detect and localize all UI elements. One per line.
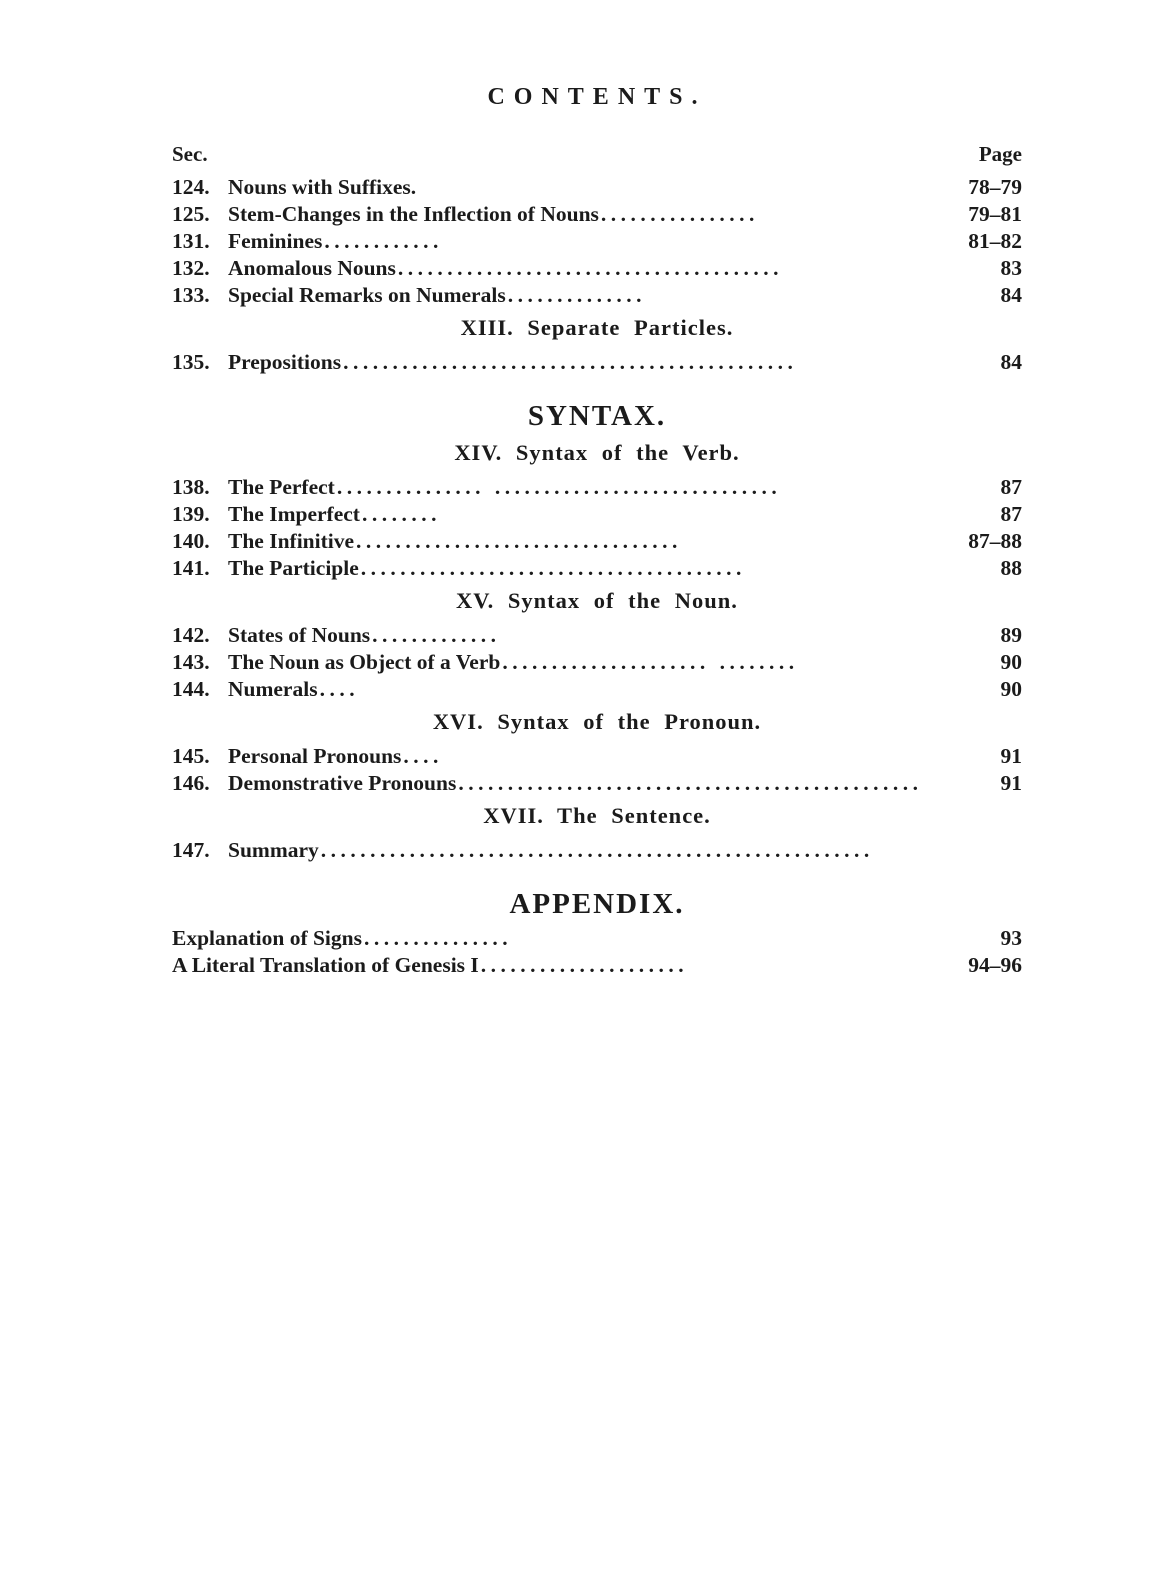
entry-section-number: 142. <box>172 623 210 647</box>
entry-page-number: 84 <box>1000 350 1022 374</box>
entry-title: Personal Pronouns <box>228 744 402 768</box>
entry-page-number: 87–88 <box>968 529 1022 553</box>
toc-list <box>172 174 1022 979</box>
entry-title: Summary <box>228 838 319 862</box>
entry-title: A Literal Translation of Genesis I <box>172 953 479 977</box>
entry-section-number: 147. <box>172 838 210 862</box>
entry-section-number: 146. <box>172 771 210 795</box>
entry-title: Numerals <box>228 677 318 701</box>
entry-section-number: 139. <box>172 502 210 526</box>
dot-leader: ................................. <box>356 529 682 553</box>
toc-entry <box>172 282 1022 309</box>
toc-entry <box>172 474 1022 501</box>
dot-leader: .............................................. <box>343 350 798 374</box>
toc-entry <box>172 555 1022 582</box>
dot-leader: ............................................... <box>458 771 923 795</box>
entry-page-number: 87 <box>1000 502 1022 526</box>
toc-entry <box>172 501 1022 528</box>
entry-title: The Perfect <box>228 475 335 499</box>
entry-section-number: 132. <box>172 256 210 280</box>
entry-title: Stem-Changes in the Inflection of Nouns <box>228 202 599 226</box>
chapter-heading: XIV. Syntax of the Verb. <box>454 440 740 465</box>
entry-page-number: 81–82 <box>968 229 1022 253</box>
toc-entry <box>172 676 1022 703</box>
entry-title: Demonstrative Pronouns <box>228 771 457 795</box>
toc-entry <box>172 174 1022 201</box>
entry-page-number: 93 <box>1000 926 1022 950</box>
chapter-heading: XIII. Separate Particles. <box>460 315 734 340</box>
entry-section-number: 140. <box>172 529 210 553</box>
entry-title: States of Nouns <box>228 623 371 647</box>
entry-section-number: 145. <box>172 744 210 768</box>
chapter-heading: XV. Syntax of the Noun. <box>456 588 738 613</box>
entry-title: Explanation of Signs <box>172 926 362 950</box>
toc-entry <box>172 743 1022 770</box>
toc-entry <box>172 770 1022 797</box>
entry-title: Anomalous Nouns <box>228 256 396 280</box>
entry-section-number: 144. <box>172 677 210 701</box>
entry-section-number: 141. <box>172 556 210 580</box>
table-header <box>172 141 1022 168</box>
dot-leader: ............... ............................. <box>336 475 782 499</box>
entry-page-number: 87 <box>1000 475 1022 499</box>
entry-page-number: 91 <box>1000 744 1022 768</box>
entry-page-number: 90 <box>1000 677 1022 701</box>
entry-title: The Participle <box>228 556 359 580</box>
major-section-heading: APPENDIX. <box>509 888 685 920</box>
major-section-heading: SYNTAX. <box>527 400 667 432</box>
toc-entry <box>172 952 1022 979</box>
entry-title: The Noun as Object of a Verb <box>228 650 501 674</box>
entry-section-number: 133. <box>172 283 210 307</box>
entry-page-number: 88 <box>1000 556 1022 580</box>
entry-title: Special Remarks on Numerals <box>228 283 506 307</box>
entry-page-number: 91 <box>1000 771 1022 795</box>
entry-page-number: 79–81 <box>968 202 1022 226</box>
entry-page-number: 83 <box>1000 256 1022 280</box>
dot-leader: .... <box>319 677 360 701</box>
entry-page-number: 89 <box>1000 623 1022 647</box>
entry-section-number: 143. <box>172 650 210 674</box>
section-column-header: Sec. <box>172 142 208 166</box>
toc-entry <box>172 528 1022 555</box>
dot-leader: ............ <box>324 229 443 253</box>
dot-leader: .............. <box>507 283 646 307</box>
entry-section-number: 138. <box>172 475 210 499</box>
chapter-heading: XVII. The Sentence. <box>483 803 711 828</box>
entry-page-number: 94–96 <box>968 953 1022 977</box>
dot-leader: ....................................... <box>360 556 746 580</box>
entry-page-number: 84 <box>1000 283 1022 307</box>
entry-section-number: 131. <box>172 229 210 253</box>
toc-entry <box>172 228 1022 255</box>
entry-title: Feminines <box>228 229 323 253</box>
entry-title: The Infinitive <box>228 529 355 553</box>
dot-leader: ............... <box>363 926 513 950</box>
entry-section-number: 125. <box>172 202 210 226</box>
entry-page-number: 90 <box>1000 650 1022 674</box>
toc-entry <box>172 255 1022 282</box>
dot-leader: ........ <box>361 502 441 526</box>
toc-entry <box>172 837 1022 864</box>
contents-page <box>172 84 1022 979</box>
toc-entry <box>172 622 1022 649</box>
entry-title: The Imperfect <box>228 502 360 526</box>
dot-leader: ............. <box>372 623 501 647</box>
toc-entry <box>172 349 1022 376</box>
dot-leader: .... <box>403 744 443 768</box>
dot-leader: ........................................................ <box>320 838 874 862</box>
toc-entry <box>172 201 1022 228</box>
toc-entry <box>172 649 1022 676</box>
toc-entry <box>172 925 1022 952</box>
entry-page-number: 78–79 <box>968 175 1022 199</box>
dot-leader: ..................... ........ <box>502 650 799 674</box>
entry-section-number: 124. <box>172 175 210 199</box>
page-column-header: Page <box>978 142 1022 166</box>
dot-leader: ....................................... <box>397 256 783 280</box>
dot-leader: ................ <box>600 202 759 226</box>
page-title: CONTENTS. <box>487 84 707 110</box>
dot-leader: ..................... <box>480 953 689 977</box>
chapter-heading: XVI. Syntax of the Pronoun. <box>432 709 762 734</box>
entry-title: Nouns with Suffixes. <box>228 175 417 199</box>
entry-section-number: 135. <box>172 350 210 374</box>
entry-title: Prepositions <box>228 350 342 374</box>
